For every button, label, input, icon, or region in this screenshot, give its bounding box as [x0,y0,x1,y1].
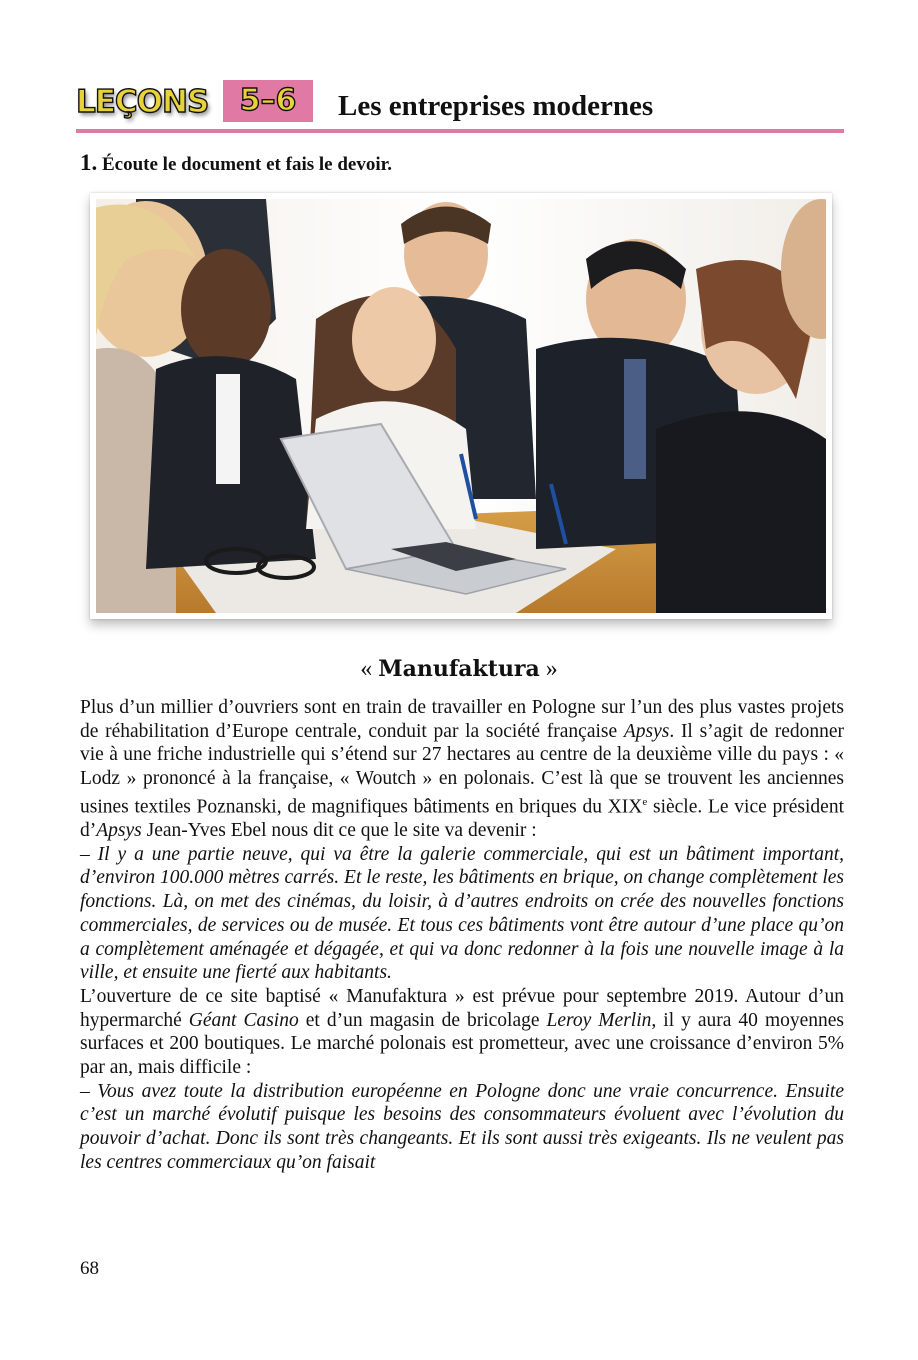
page-title: Les entreprises modernes [338,90,654,122]
exercise-text: Écoute le document et fais le devoir. [102,154,393,175]
photo-illustration [96,199,826,613]
article-body [80,696,844,1175]
paragraph-1: Plus d’un millier d’ouvriers sont en train de travailler en Pologne sur l’un des plus vastes projets de réhabilitation d’Europe centrale, conduit par la société française Apsys. Il s’agit de redonner vie à une friche industrielle qui s’étend sur 27 hectares au centre de la deuxième ville du pays : « Lodz » prononcé à la française, « Woutch » en polonais. C’est là que se trouvent les anciennes usines textiles Poznanski, de magnifiques bâtiments en briques du XIXe siècle. Le vice président d’Apsys Jean-Yves Ebel nous dit ce que le site va devenir : [80,697,845,842]
title-underline [76,129,844,133]
page-number: 68 [80,1258,99,1279]
lesson-number-badge: 5–6 [223,80,313,122]
quote-2: – Vous avez toute la distribution européenne en Pologne donc une vraie concurrence. Ensuite c’est un marché évolutif puisque les besoins des consommateurs évoluent avec l’évolution du pouvoir d’achat. Donc ils sont très changeants. Et ils sont aussi très exigeants. Ils ne veulent pas les centres commerciaux qu’on faisait [80,1080,844,1173]
business-team-photo [90,193,832,619]
heading-open-quote: « [360,656,379,682]
article-heading [0,656,918,683]
lessons-label: LEÇONS [76,84,209,120]
paragraph-2: L’ouverture de ce site baptisé « Manufaktura » est prévue pour septembre 2019. Autour d’un hypermarché Géant Casino et d’un magasin de bricolage Leroy Merlin, il y aura 40 moyennes surfaces et 200 boutiques. Le marché polonais est prometteur, avec une croissance d’environ 5% par an, mais difficile : [80,985,845,1079]
exercise-number: 1. [80,150,98,175]
exercise-instruction [80,150,392,176]
article-title: Manufaktura [378,656,540,682]
quote-1: – Il y a une partie neuve, qui va être la galerie commerciale, qui est un bâtiment important, d’environ 100.000 mètres carrés. Et le reste, les bâtiments en brique, on change complètement les fonctions. Là, on met des cinémas, du loisir, à d’autres endroits on crée des nouvelles fonctions commerciales, de services ou de musée. Et tous ces bâtiments vont être autour d’une place qu’on a complètement aménagée et dégagée, et qui va donc redonner à la fois une nouvelle image à la ville, et ensuite une fierté aux habitants. [80,843,844,984]
heading-close-quote: » [539,656,558,682]
